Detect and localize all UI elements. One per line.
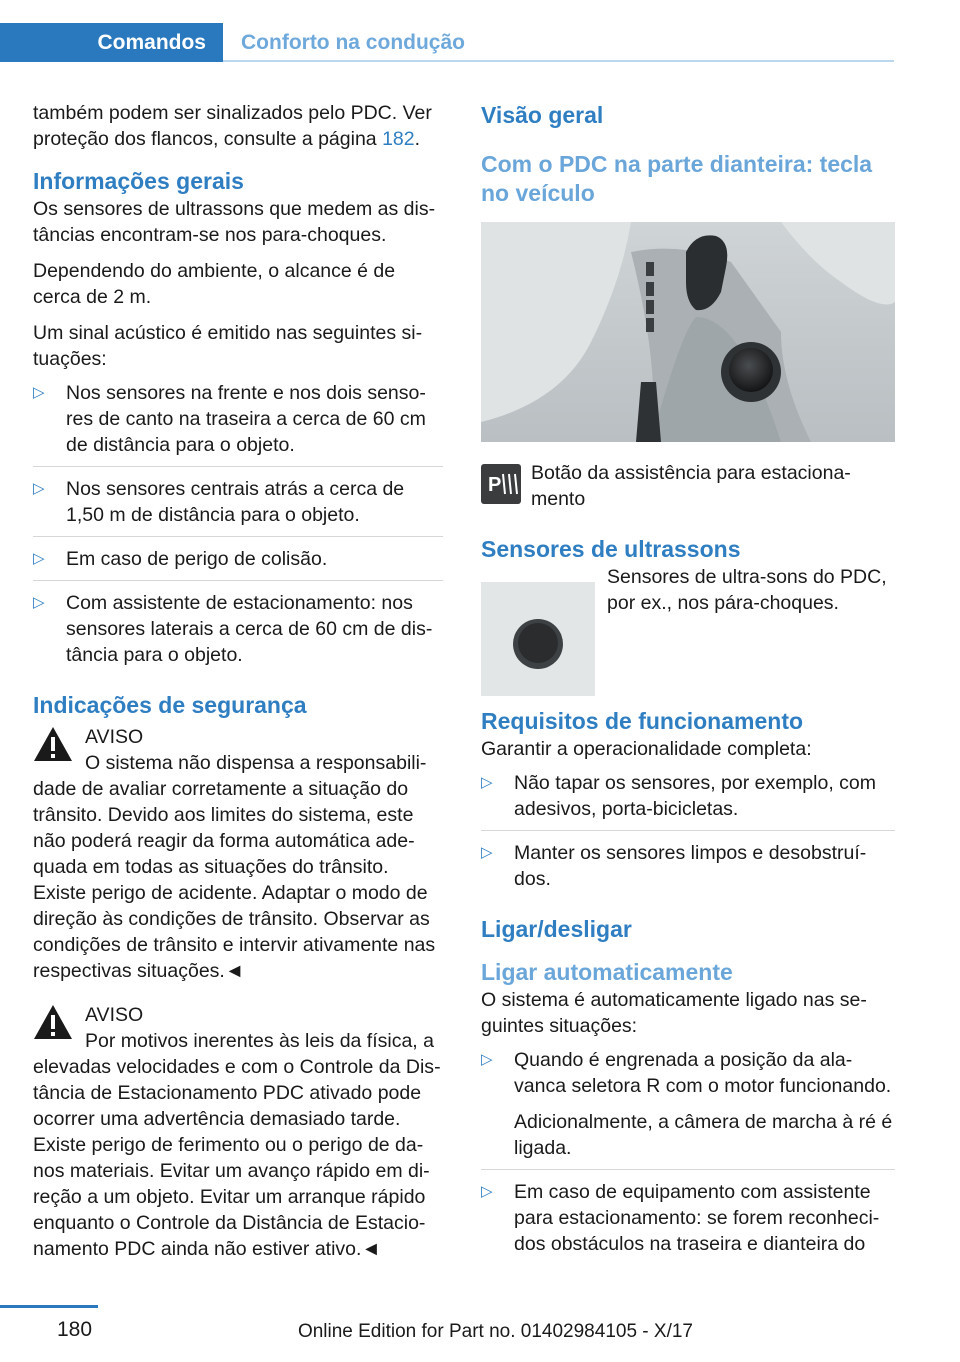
triangle-bullet-icon: ▷: [33, 384, 45, 401]
triangle-bullet-icon: ▷: [33, 480, 45, 497]
triangle-bullet-icon: ▷: [481, 1051, 493, 1068]
requirements-bullet-list: [481, 770, 895, 900]
button-caption-row: [481, 460, 895, 512]
warning-title: AVISO: [85, 726, 144, 748]
sensors-caption: Sensores de ultra-sons do PDC, por ex., nos pára-choques.: [607, 566, 887, 614]
svg-text:P: P: [488, 474, 502, 496]
general-p2: Dependendo do ambiente, o alcance é de cerca de 2 m.: [33, 260, 396, 308]
list-item-text: Adicionalmente, a câmera de marcha à ré é ligada.: [514, 1111, 893, 1159]
ultrasonic-sensor-image: [481, 582, 595, 696]
triangle-bullet-icon: ▷: [481, 1183, 493, 1200]
warning-triangle-icon: [33, 726, 73, 762]
intro-line1: também podem ser sinalizados pelo PDC. Ver: [33, 102, 432, 124]
warning-block-1: [33, 724, 443, 984]
warning-first-line: Por motivos inerentes às leis da física, a: [85, 1030, 434, 1052]
general-p1: Os sensores de ultrassons que medem as distâncias encontram-se nos para-choques.: [33, 198, 436, 246]
switch-intro: O sistema é automaticamente ligado nas seguintes situações:: [481, 989, 867, 1037]
warning-text: elevadas velocidades e com o Controle da Distância de Estacionamento PDC ativado pode ocorrer uma advertência demasiado tarde. Existe perigo de ferimento ou o perigo de danos materiais. Evitar um avanço rápido em direção a um objeto. Evitar um arranque rápido enquanto o Controle da Distância de Estacionamento PDC ainda não estiver ativo.◄: [33, 1056, 441, 1260]
page-header: [0, 0, 960, 62]
list-item: [481, 770, 895, 831]
list-item-text: Em caso de perigo de colisão.: [66, 548, 328, 570]
subheading-auto-on: Ligar automaticamente: [481, 959, 733, 985]
page-number: 180: [57, 1318, 93, 1341]
list-item-text: Com assistente de estacionamento: nos sensores laterais a cerca de 60 cm de distância para o objeto.: [66, 592, 433, 666]
general-p3: Um sinal acústico é emitido nas seguintes situações:: [33, 322, 423, 370]
warning-first-line: O sistema não dispensa a responsabili-: [85, 752, 427, 774]
section-heading-safety: Indicações de segurança: [33, 692, 307, 718]
list-item-text: Nos sensores na frente e nos dois sensores de canto na traseira a cerca de 60 cm de distância para o objeto.: [66, 382, 426, 456]
warning-text: dade de avaliar corretamente a situação do trânsito. Devido aos limites do sistema, este não poderá reagir da forma automática adequada em todas as situações do trânsito. Existe perigo de acidente. Adaptar o modo de direção às condições de trânsito. Observar as condições de trânsito e intervir ativamente nas respectivas situações.◄: [33, 778, 436, 982]
triangle-bullet-icon: ▷: [33, 594, 45, 611]
list-item: [481, 1047, 895, 1170]
list-item: [33, 546, 443, 581]
triangle-bullet-icon: ▷: [481, 844, 493, 861]
warning-title: AVISO: [85, 1004, 144, 1026]
list-item-text: Manter os sensores limpos e desobstruídos.: [514, 842, 867, 890]
header-rule: [223, 60, 894, 62]
intro-period: .: [414, 128, 421, 150]
general-bullet-list: [33, 380, 443, 676]
requirements-intro: Garantir a operacionalidade completa:: [481, 738, 812, 760]
center-console-image: [481, 222, 895, 442]
intro-paragraph: [33, 100, 443, 152]
triangle-bullet-icon: ▷: [481, 774, 493, 791]
left-column: [33, 100, 443, 1262]
tab-conforto-na-conducao[interactable]: Conforto na condução: [241, 30, 465, 54]
parking-assistant-icon: [481, 464, 521, 504]
button-caption: Botão da assistência para estacionamento: [531, 462, 851, 510]
edition-text: Online Edition for Part no. 01402984105 - X/17: [297, 1321, 693, 1342]
section-heading-overview: Visão geral: [481, 102, 604, 128]
page-ref-link[interactable]: 182: [382, 128, 415, 150]
section-heading-general: Informações gerais: [33, 168, 244, 194]
list-item-text: Quando é engrenada a posição da alavanca seletora R com o motor funcionando.: [514, 1049, 892, 1097]
warning-block-2: [33, 1002, 443, 1262]
triangle-bullet-icon: ▷: [33, 550, 45, 567]
section-heading-requirements: Requisitos de funcionamento: [481, 708, 804, 734]
section-heading-switch: Ligar/desligar: [481, 916, 632, 942]
warning-triangle-icon: [33, 1004, 73, 1040]
section-heading-sensors: Sensores de ultrassons: [481, 536, 741, 562]
right-column: [481, 100, 895, 1274]
intro-line2: proteção dos flancos, consulte a página: [33, 128, 383, 150]
list-item: [481, 840, 895, 900]
list-item: [481, 1179, 895, 1265]
list-item-text: Não tapar os sensores, por exemplo, com adesivos, porta-bicicletas.: [514, 772, 877, 820]
tab-comandos[interactable]: Comandos: [0, 23, 223, 62]
list-item: [33, 590, 443, 676]
list-item: [33, 380, 443, 467]
subheading-pdc-front: Com o PDC na parte dianteira: tecla no veículo: [481, 151, 873, 206]
sensors-row: [481, 564, 895, 682]
list-item: [33, 476, 443, 537]
list-item-text: Nos sensores centrais atrás a cerca de 1,50 m de distância para o objeto.: [66, 478, 405, 526]
switch-bullet-list: [481, 1047, 895, 1265]
list-item-text: Em caso de equipamento com assistente para estacionamento: se forem reconhecidos obstáculos na traseira e dianteira do: [514, 1181, 880, 1255]
footer-rule: [0, 1305, 98, 1308]
